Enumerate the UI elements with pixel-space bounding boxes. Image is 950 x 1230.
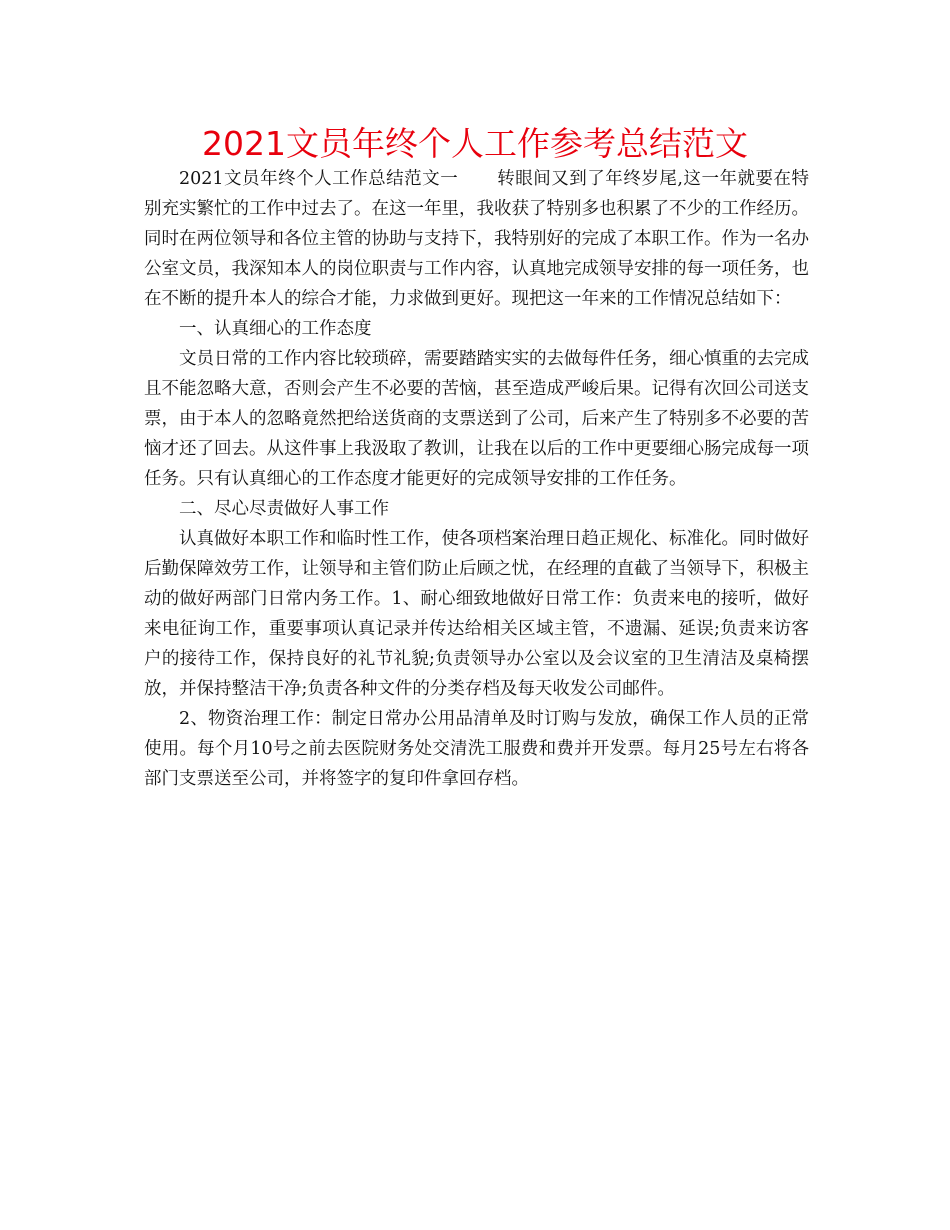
section-heading-2: 二、尽心尽责做好人事工作	[179, 499, 389, 519]
document-title: 2021文员年终个人工作参考总结范文	[202, 124, 748, 163]
intro-text: 转眼间又到了年终岁尾,这一年就要在特别充实繁忙的工作中过去了。在这一年里，我收获了特别多也积累了不少的工作经历。同时在两位领导和各位主管的协助与支持下，我特别好的完成了本职工作。作为一名办公室文员，我深知本人的岗位职责与工作内容，认真地完成领导安排的每一项任务，也在不断的提升本人的综合才能，力求做到更好。现把这一年来的工作情况总结如下：	[144, 169, 809, 309]
intro-lead: 2021文员年终个人工作总结范文一	[179, 169, 459, 189]
intro-paragraph	[144, 164, 809, 314]
section-paragraph-1: 文员日常的工作内容比较琐碎，需要踏踏实实的去做每件任务，细心慎重的去完成且不能忽略大意，否则会产生不必要的苦恼，甚至造成严峻后果。记得有次回公司送支票，由于本人的忽略竟然把给送货商的支票送到了公司，后来产生了特别多不必要的苦恼才还了回去。从这件事上我汲取了教训，让我在以后的工作中更要细心肠完成每一项任务。只有认真细心的工作态度才能更好的完成领导安排的工作任务。	[144, 349, 809, 489]
document-body	[144, 164, 809, 794]
section-paragraph-3: 2、物资治理工作：制定日常办公用品清单及时订购与发放，确保工作人员的正常使用。每个月10号之前去医院财务处交清洗工服费和费并开发票。每月25号左右将各部门支票送至公司，并将签字的复印件拿回存档。	[144, 709, 809, 789]
section-paragraph-2: 认真做好本职工作和临时性工作，使各项档案治理日趋正规化、标准化。同时做好后勤保障效劳工作，让领导和主管们防止后顾之忧，在经理的直截了当领导下，积极主动的做好两部门日常内务工作。1、耐心细致地做好日常工作：负责来电的接听，做好来电征询工作，重要事项认真记录并传达给相关区域主管，不遗漏、延误;负责来访客户的接待工作，保持良好的礼节礼貌;负责领导办公室以及会议室的卫生清洁及桌椅摆放，并保持整洁干净;负责各种文件的分类存档及每天收发公司邮件。	[144, 529, 809, 699]
section-heading-1: 一、认真细心的工作态度	[179, 319, 372, 339]
